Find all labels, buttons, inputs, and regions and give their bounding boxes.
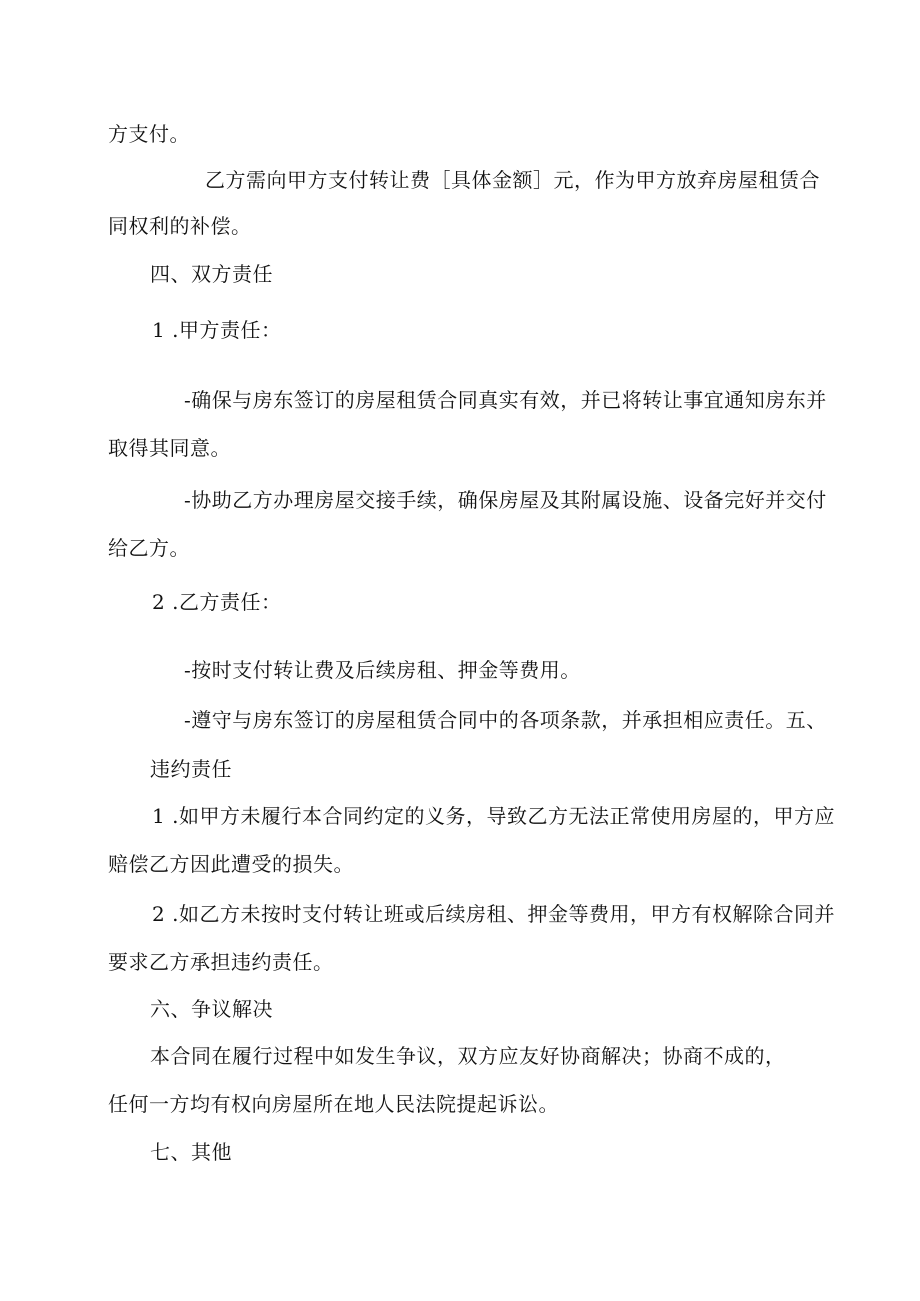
text-line: -按时支付转让费及后续房租、押金等费用。 xyxy=(184,658,581,682)
text-line: 方支付。 xyxy=(108,122,190,146)
text-line: 2 .如乙方未按时支付转让班或后续房租、押金等费用，甲方有权解除合同并 xyxy=(152,902,835,926)
text-line: 1 .如甲方未履行本合同约定的义务，导致乙方无法正常使用房屋的，甲方应 xyxy=(152,804,835,828)
text-line: 本合同在履行过程中如发生争议，双方应友好协商解决；协商不成的， xyxy=(150,1044,786,1068)
section-heading: 六、争议解决 xyxy=(150,997,273,1021)
text-line: 同权利的补偿。 xyxy=(108,214,252,238)
text-line: 乙方需向甲方支付转让费［具体金额］元，作为甲方放弃房屋租赁合 xyxy=(205,168,820,192)
text-line: 取得其同意。 xyxy=(108,436,231,460)
text-line: -协助乙方办理房屋交接手续，确保房屋及其附属设施、设备完好并交付 xyxy=(184,488,827,512)
subsection-heading: 1 .甲方责任： xyxy=(152,318,282,342)
text-line: 任何一方均有权向房屋所在地人民法院提起诉讼。 xyxy=(108,1092,559,1116)
text-line: 给乙方。 xyxy=(108,536,190,560)
section-heading: 四、双方责任 xyxy=(150,262,273,286)
text-line: -确保与房东签订的房屋租赁合同真实有效，并已将转让事宜通知房东并 xyxy=(184,388,827,412)
text-line: 要求乙方承担违约责任。 xyxy=(108,950,334,974)
text-line: 赔偿乙方因此遭受的损失。 xyxy=(108,852,354,876)
section-heading: 七、其他 xyxy=(150,1140,232,1164)
text-line: -遵守与房东签订的房屋租赁合同中的各项条款，并承担相应责任。五、 xyxy=(184,708,827,732)
section-heading: 违约责任 xyxy=(150,757,232,781)
subsection-heading: 2 .乙方责任： xyxy=(152,590,282,614)
